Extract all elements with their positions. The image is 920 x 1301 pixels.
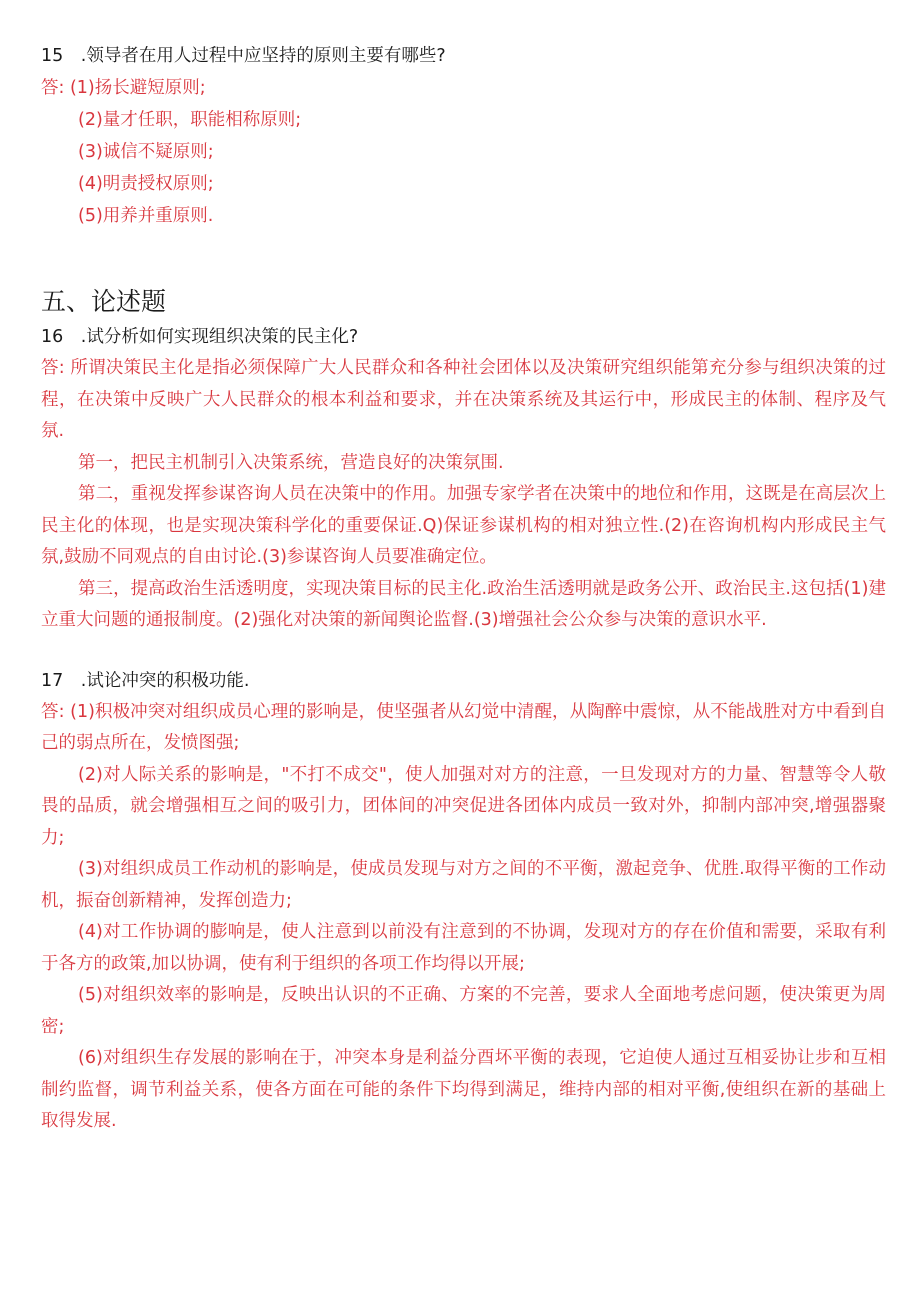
answer-17-point-5: (5)对组织效率的影响是，反映出认识的不正确、方案的不完善，要求人全面地考虑问题，使决策更为周密; [41,985,886,1037]
answer-17-point-6: (6)对组织生存发展的影响在于，冲突本身是利益分酉坏平衡的表现，它迫使人通过互相妥协让步和互相制约监督，调节利益关系，使各方面在可能的条件下均得到满足，维持内部的相对平衡,使组织在新的基础上取得发展. [41,1048,886,1131]
answer-16-point-3: 第三，提高政治生活透明度，实现决策目标的民主化.政治生活透明就是政务公开、政治民主.这包括(1)建立重大问题的通报制度。(2)强化对决策的新闻舆论监督.(3)增强社会公众参与决策的意识水平. [41,578,886,630]
answer-17-point-1: 答: (1)积极冲突对组织成员心理的影响是，使坚强者从幻觉中清醒，从陶醉中震惊，从不能战胜对方中看到自己的弱点所在，发愤图强; [41,701,886,753]
answer-prefix: 答: [41,78,70,98]
question-17: 17 .试论冲突的积极功能. [41,670,250,691]
answer-16-intro: 答: 所谓决策民主化是指必须保障广大人民群众和各种社会团体以及决策研究组织能第充分参与组织决策的过程，在决策中反映广大人民群众的根本利益和要求，并在决策系统及其运行中，形成民主的体制、程序及气氛. [41,358,886,441]
answer-17-point-4: (4)对工作协调的膨响是，使人注意到以前没有注意到的不协调，发现对方的存在价值和需要，采取有利于各方的政策,加以协调，使有利于组织的各项工作均得以开展; [41,922,886,974]
answer-15-item-5: (5)用养并重原则. [78,206,214,226]
answer-17-point-2: (2)对人际关系的影响是，"不打不成交"，使人加强对对方的注意，一旦发现对方的力量、智慧等令人敬畏的品质，就会增强相互之间的吸引力，团体间的冲突促进各团体内成员一致对外，抑制内部冲突,增强器聚力; [41,764,886,848]
answer-15-item-2: (2)量才任职，职能相称原则; [78,110,302,130]
answer-15-item-1-text: (1)扬长避短原则; [69,78,206,98]
answer-15-item-1 [41,72,886,104]
answer-16-point-2: 第二，重视发挥参谋咨询人员在决策中的作用。加强专家学者在决策中的地位和作用，这既是在高层次上民主化的体现，也是实现决策科学化的重要保证.Q)保证参谋机构的相对独立性.(2)在咨询机构内形成民主气氛,鼓励不同观点的自由讨论.(3)参谋咨询人员要准确定位。 [41,484,886,567]
question-15: 15 .领导者在用人过程中应坚持的原则主要有哪些? [41,46,446,66]
document-page [41,40,886,1138]
answer-16-point-1: 第一，把民主机制引入决策系统，营造良好的决策氛围. [78,452,504,473]
answer-15-item-4: (4)明责授权原则; [78,174,214,194]
section-title: 五、论述题 [41,287,167,316]
answer-17-point-3: (3)对组织成员工作动机的影响是，使成员发现与对方之间的不平衡，激起竞争、优胜.取得平衡的工作动机，振奋创新精神，发挥创造力; [41,859,886,911]
answer-15-item-3: (3)诚信不疑原则; [78,142,214,162]
question-16: 16 .试分析如何实现组织决策的民主化? [41,327,359,347]
